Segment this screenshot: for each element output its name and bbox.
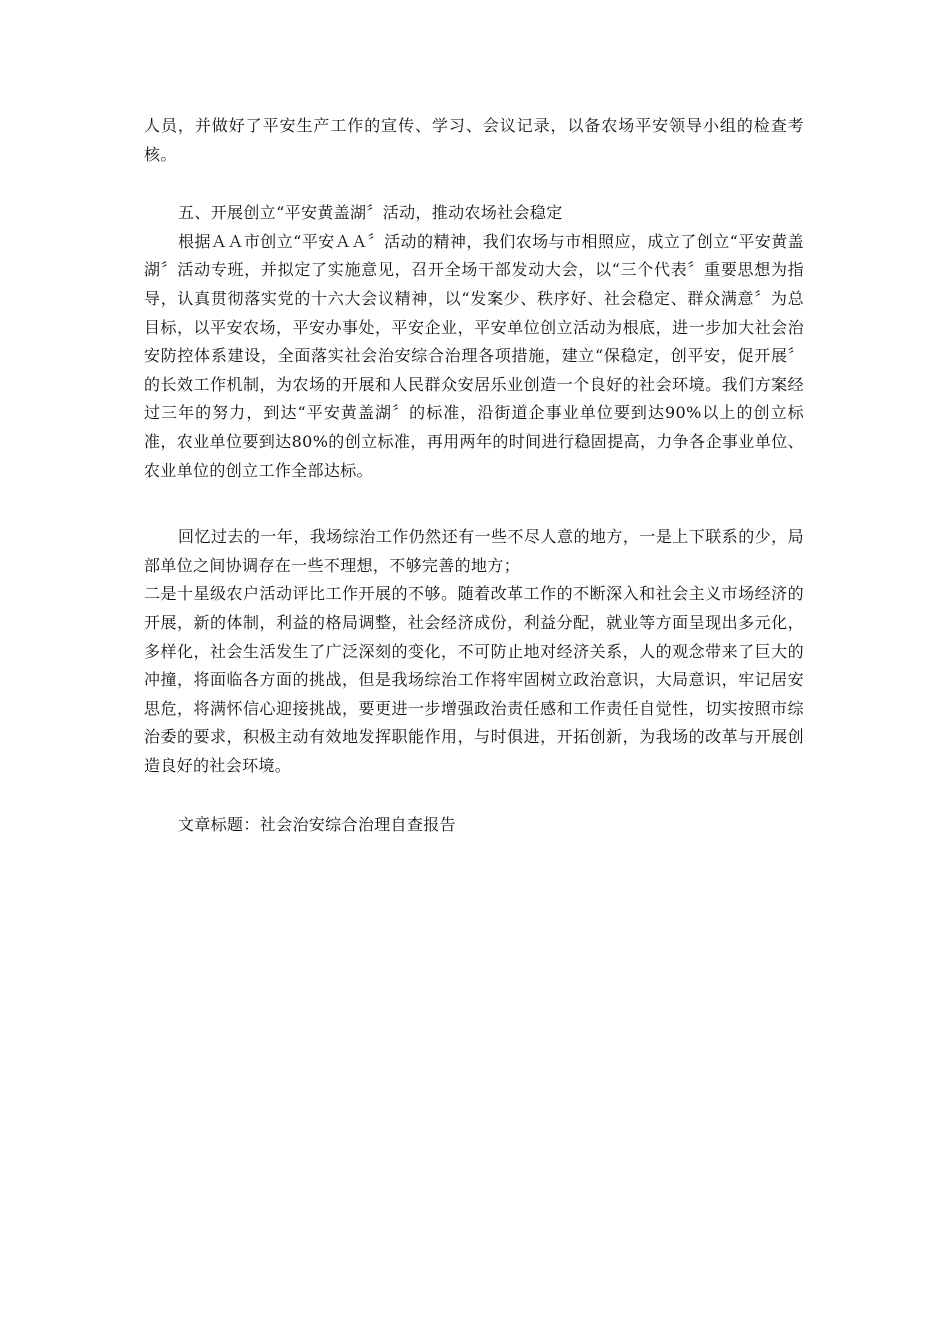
paragraph-spacer: [144, 169, 804, 199]
section-heading: 五、开展创立“平安黄盖湖〞活动，推动农场社会稳定: [178, 203, 563, 223]
paragraph-review: 回忆过去的一年，我场综治工作仍然还有一些不尽人意的地方，一是上下联系的少，局部单位之间协调存在一些不理想，不够完善的地方；: [144, 527, 804, 575]
paragraph-spacer: [144, 780, 804, 811]
paragraph-second-point: 二是十星级农户活动评比工作开展的不够。随着改革工作的不断深入和社会主义市场经济的开展，新的体制，利益的格局调整，社会经济成份，利益分配，就业等方面呈现出多元化，多样化，社会生活发生了广泛深刻的变化，不可防止地对经济关系，人的观念带来了巨大的冲撞，将面临各方面的挑战，但是我场综治工作将牢固树立政治意识，大局意识，牢记居安思危，将满怀信心迎接挑战，要更进一步增强政治责任感和工作责任自觉性，切实按照市综治委的要求，积极主动有效地发挥职能作用，与时俱进，开拓创新，为我场的改革与开展创造良好的社会环境。: [144, 584, 804, 775]
article-title-line: 文章标题：社会治安综合治理自查报告: [178, 815, 456, 835]
paragraph-spacer: [144, 485, 804, 523]
paragraph-body: 根据ＡＡ市创立“平安ＡＡ〞活动的精神，我们农场与市相照应，成立了创立“平安黄盖湖〞活动专班，并拟定了实施意见，召开全场干部发动大会，以“三个代表〞重要思想为指导，认真贯彻落实党的十六大会议精神，以“发案少、秩序好、社会稳定、群众满意〞为总目标，以平安农场，平安办事处，平安企业，平安单位创立活动为根底，进一步加大社会治安防控体系建设，全面落实社会治安综合治理各项措施，建立“保稳定，创平安，促开展〞的长效工作机制，为农场的开展和人民群众安居乐业创造一个良好的社会环境。我们方案经过三年的努力，到达“平安黄盖湖〞的标准，沿街道企事业单位要到达90%以上的创立标准，农业单位要到达80%的创立标准，再用两年的时间进行稳固提高，力争各企事业单位、农业单位的创立工作全部达标。: [144, 231, 804, 480]
document-body: [144, 112, 804, 840]
paragraph-continuation: 人员，并做好了平安生产工作的宣传、学习、会议记录，以备农场平安领导小组的检查考核。: [144, 116, 804, 164]
